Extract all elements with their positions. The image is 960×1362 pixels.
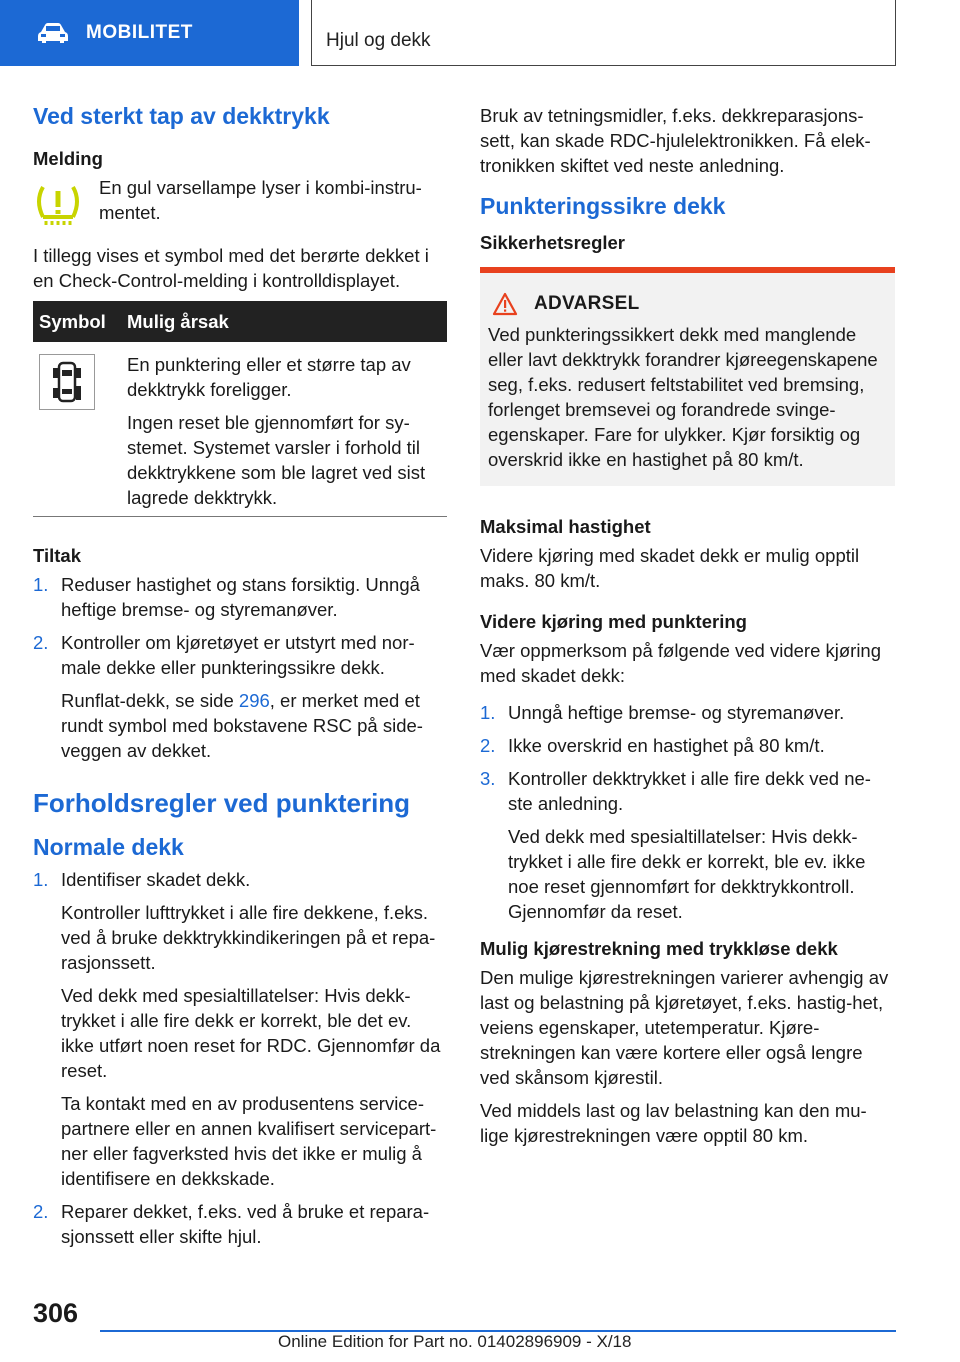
warning-text: Ved punkteringssikkert dekk med manglende eller lavt dekktrykk forandrer kjøreegenskapene seg, f.eks. redusert feltstabilitet ved bremsing, forlenget bremsevei og forandrede svinge-egenskaper. Fare for ulykker. Kjør forsiktig og overskrid ikke en hastighet på 80 km/t. (488, 324, 878, 470)
cause-cell (121, 342, 447, 517)
melding-block (33, 175, 447, 233)
range-text-2: Ved middels last og lav belastning kan den mu-lige kjørestrekningen være opptil 80 km. (480, 1100, 867, 1146)
maxspeed-label: Maksimal hastighet (480, 516, 651, 537)
list-item (480, 700, 895, 725)
normal-1-p1: Kontroller lufttrykket i alle fire dekkene, f.eks. ved å bruke dekktrykkindikeringen på et repa-rasjonssett. (61, 902, 436, 973)
runflat-post: , er merket med et rundt symbol med bokstavene RSC på side-veggen av dekket. (61, 690, 423, 761)
list-text: Unngå heftige bremse- og styremanøver. (508, 702, 845, 723)
list-number: 2. (480, 735, 496, 756)
normal-1-p2: Ved dekk med spesialtillatelser: Hvis dekk-trykket i alle fire dekk er korrekt, ble det ev. ikke utført noen reset for RDC. Gjennomfør da reset. (61, 985, 441, 1081)
maxspeed-text: Videre kjøring med skadet dekk er mulig opptil maks. 80 km/t. (480, 545, 860, 591)
melding-text: En gul varsellampe lyser i kombi-instru-mentet. (99, 177, 422, 223)
list-item (480, 733, 895, 758)
list-item (33, 1199, 447, 1249)
car-icon (36, 21, 70, 45)
normal-1-p3: Ta kontakt med en av produsentens service-partnere eller en annen kvalifisert servicepart-ner eller fagverksted hvis det ikke er mulig å identifisere en dekkskade. (61, 1093, 437, 1189)
melding-label: Melding (33, 148, 103, 169)
list-item (480, 766, 895, 924)
list-number: 1. (33, 869, 49, 890)
tiltak-label: Tiltak (33, 545, 81, 566)
list-text: Reduser hastighet og stans forsiktig. Unngå heftige bremse- og styremanøver. (61, 574, 420, 620)
list-text: Identifiser skadet dekk. (61, 869, 251, 890)
continue-text: Vær oppmerksom på følgende ved videre kjøring med skadet dekk: (480, 640, 882, 686)
car-flat-tire-symbol-icon (39, 354, 95, 410)
heading-precautions: Forholdsregler ved punktering (33, 788, 411, 818)
range-label: Mulig kjørestrekning med trykkløse dekk (480, 938, 838, 959)
page-header (0, 0, 960, 66)
list-number: 1. (480, 702, 496, 723)
range-text-1: Den mulige kjørestrekningen varierer avhengig av last og belastning på kjøretøyet, f.eks. hastig-het, veiens egenskaper, utetemperatur. Kjøre-strekningen kan være kortere eller også lengre ved skånsom kjørestil. (480, 967, 889, 1088)
list-text: Kontroller dekktrykket i alle fire dekk ved ne-ste anledning. (508, 768, 871, 814)
right-column (480, 103, 895, 1156)
normal-tires-list (33, 867, 447, 1249)
table-header-symbol: Symbol (33, 301, 121, 342)
page-link-296[interactable]: 296 (238, 690, 270, 711)
list-number: 2. (33, 1201, 49, 1222)
cause-2: Ingen reset ble gjennomført for sy-stemet. Systemet varsler i forhold til dekktrykkene som ble lagret ved sist lagrede dekktrykk. (127, 412, 426, 508)
tire-pressure-warning-icon (33, 175, 99, 233)
list-number: 2. (33, 632, 49, 653)
intro-paragraph: I tillegg vises et symbol med det berørte dekket i en Check-Control-melding i kontrolldisplayet. (33, 245, 429, 291)
list-number: 1. (33, 574, 49, 595)
symbol-cell (33, 342, 121, 517)
runflat-note (61, 688, 447, 763)
list-text: Reparer dekket, f.eks. ved å bruke et repara-sjonssett eller skifte hjul. (61, 1201, 430, 1247)
edition-text: Online Edition for Part no. 01402896909 - X/18 (278, 1332, 632, 1351)
warning-title: ADVARSEL (534, 293, 640, 314)
section-label: MOBILITET (86, 22, 193, 43)
list-item (33, 630, 447, 763)
sealant-note: Bruk av tetningsmidler, f.eks. dekkreparasjons-sett, kan skade RDC-hjulelektronikken. Få elek-tronikken skiftet ved neste anledning. (480, 105, 871, 176)
continue-label: Videre kjøring med punktering (480, 611, 747, 632)
list-text: Kontroller om kjøretøyet er utstyrt med nor-male dekke eller punkteringssikre dekk. (61, 632, 415, 678)
heading-runflat: Punkteringssikre dekk (480, 193, 726, 219)
list-item (33, 867, 447, 1191)
warning-header (488, 291, 887, 316)
heading-severe-loss: Ved sterkt tap av dekktrykk (33, 103, 330, 129)
table-row (33, 342, 447, 517)
safety-label: Sikkerhetsregler (480, 232, 626, 253)
warning-triangle-icon (492, 292, 518, 316)
left-column (33, 100, 447, 1257)
tiltak-list (33, 572, 447, 763)
table-header-cause: Mulig årsak (121, 301, 447, 342)
cause-1: En punktering eller et større tap av dekktrykk foreligger. (127, 354, 411, 400)
list-item (33, 572, 447, 622)
continue-steps (480, 700, 895, 924)
symbol-table (33, 301, 447, 517)
step3-sub: Ved dekk med spesialtillatelser: Hvis dekk-trykket i alle fire dekk er korrekt, ble ev. ikke noe reset gjennomført for dekktrykkontroll. Gjennomfør da reset. (508, 826, 866, 922)
list-number: 3. (480, 768, 496, 789)
list-text: Ikke overskrid en hastighet på 80 km/t. (508, 735, 825, 756)
heading-normal-tires: Normale dekk (33, 834, 184, 860)
chapter-title: Hjul og dekk (311, 0, 896, 66)
section-tab[interactable] (0, 0, 299, 66)
runflat-pre: Runflat-dekk, se side (61, 690, 239, 711)
warning-box (480, 267, 895, 486)
page-number: 306 (33, 1298, 79, 1328)
